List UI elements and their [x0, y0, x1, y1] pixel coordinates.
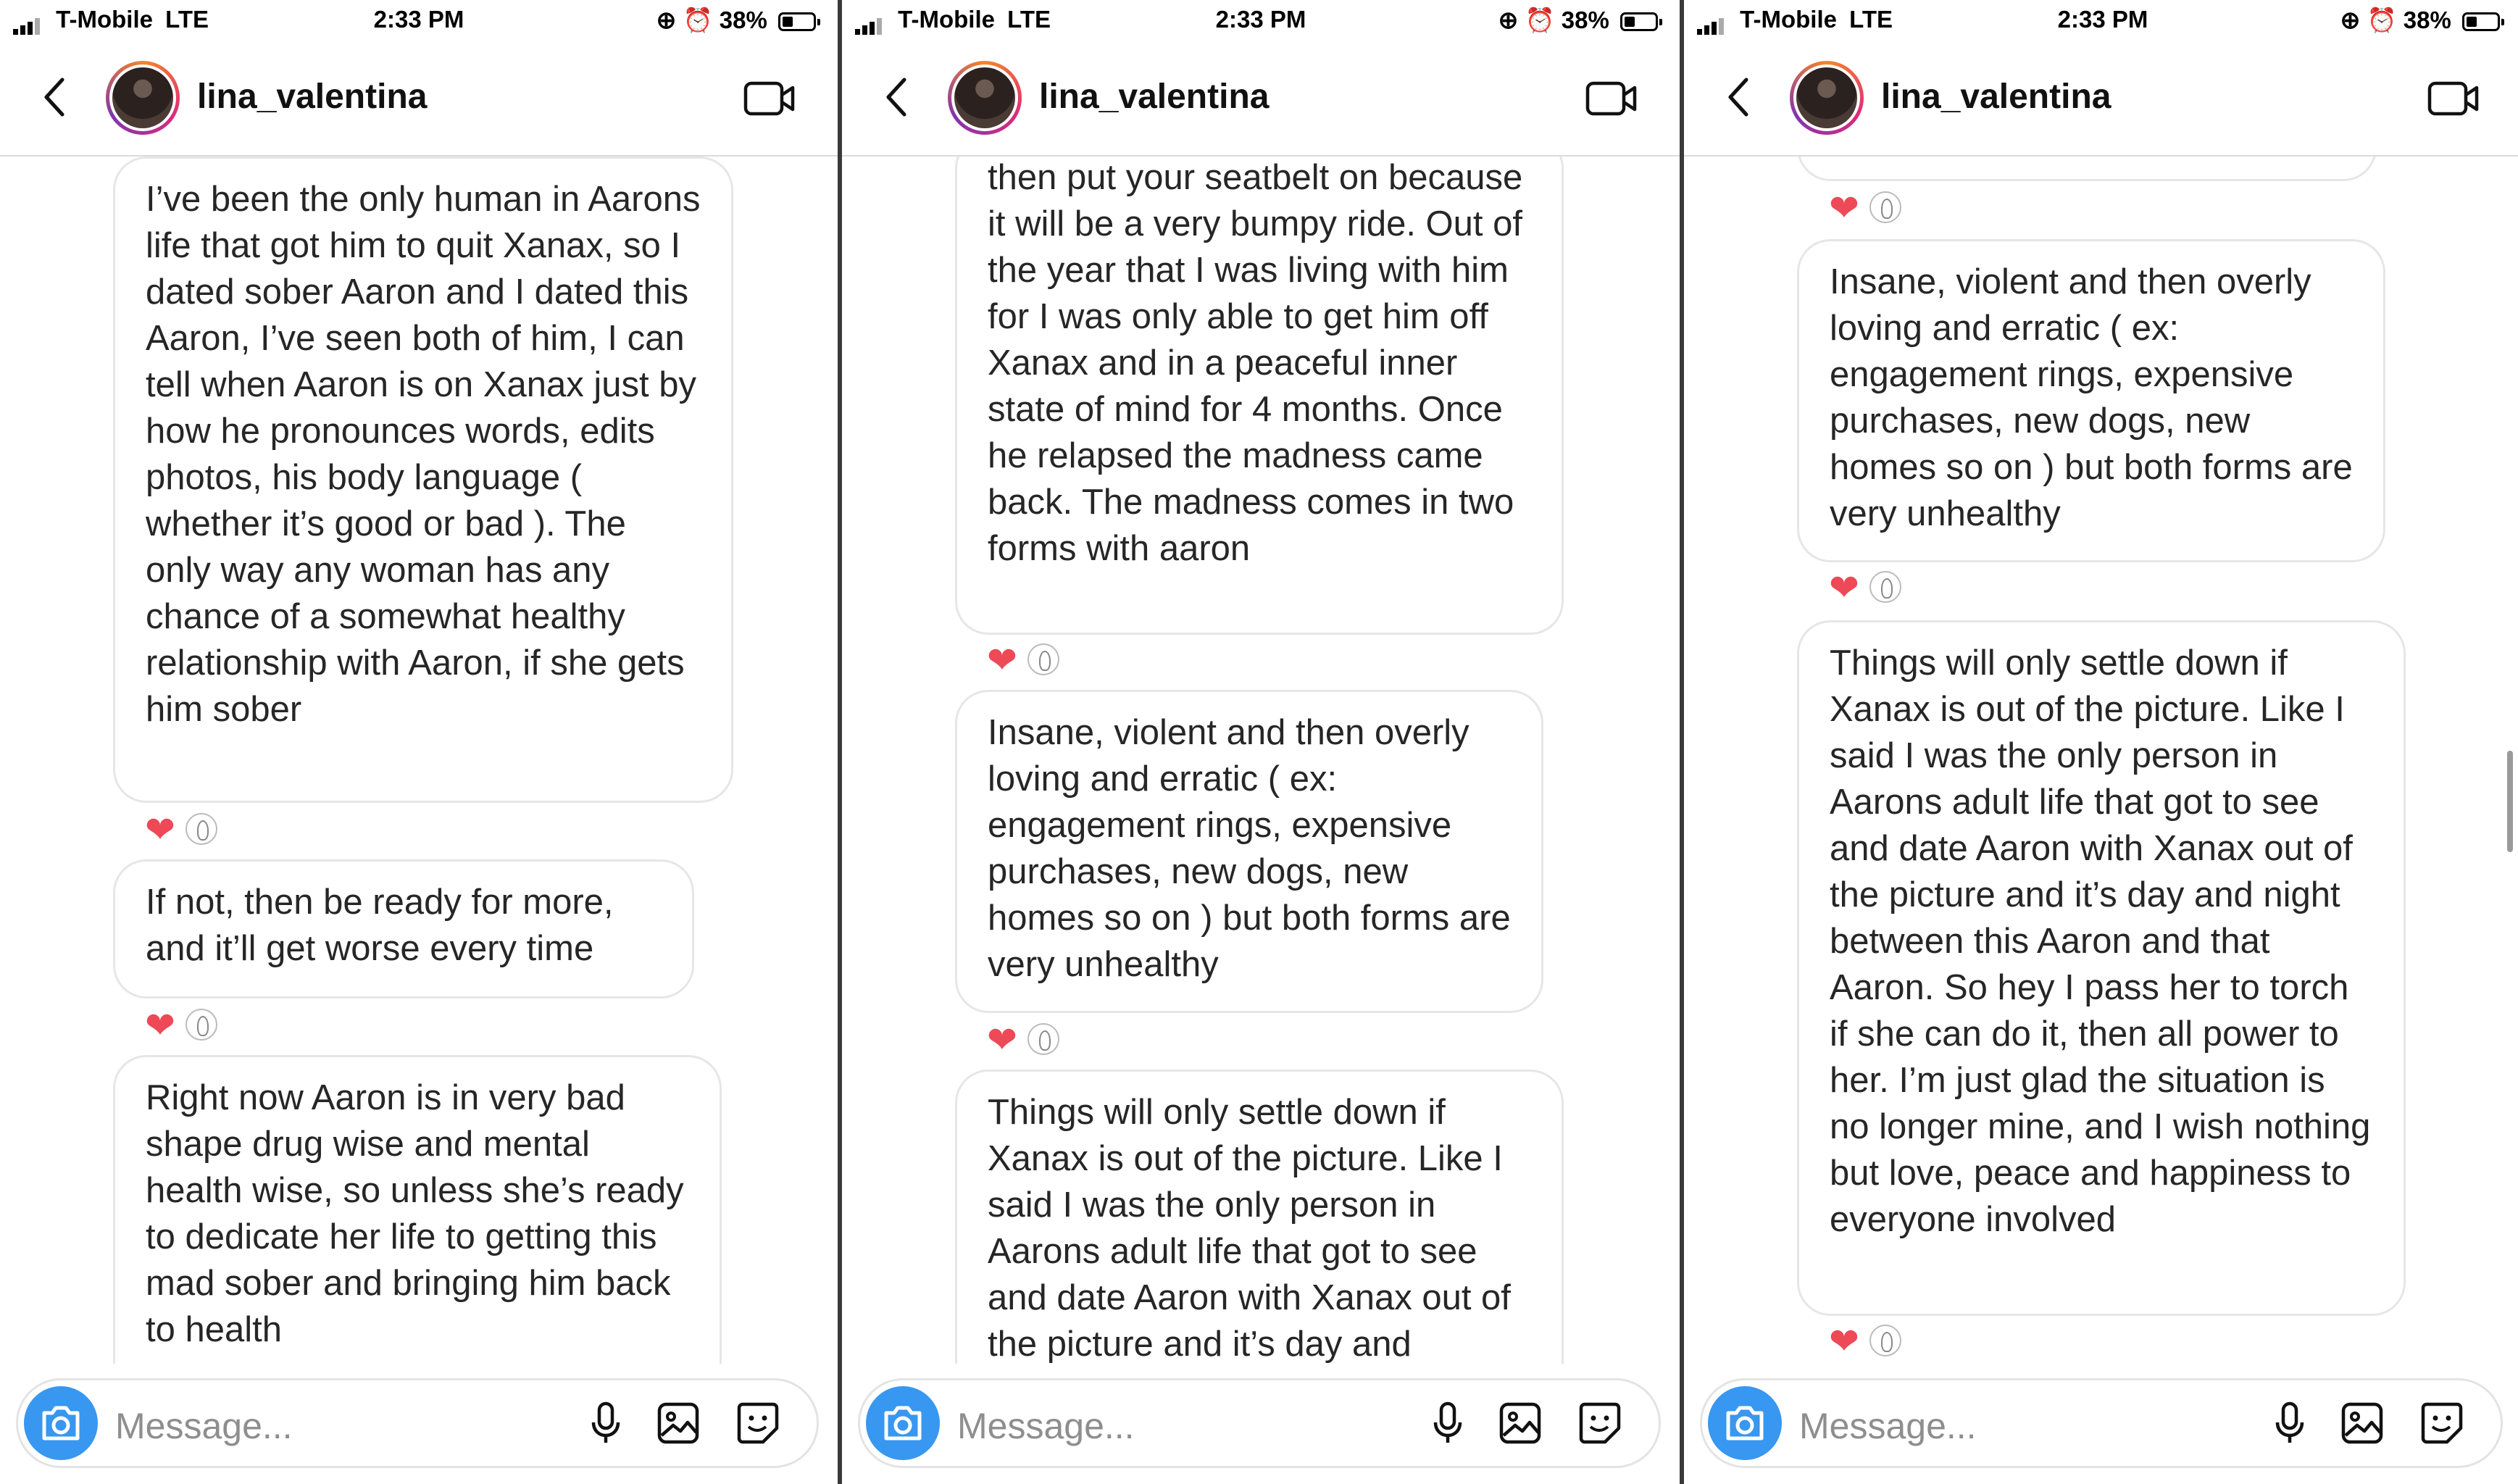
chat-header [1684, 43, 2518, 157]
message-thread[interactable] [0, 157, 838, 1364]
message-thread[interactable] [842, 157, 1680, 1364]
alarm-icon: ⏰ [2367, 7, 2397, 33]
orientation-lock-icon: ⊕ [2340, 7, 2361, 33]
username[interactable]: lina_valentina [197, 78, 428, 116]
carrier-name: T-Mobile [56, 6, 153, 33]
network-type: LTE [1849, 6, 1893, 33]
alarm-icon: ⏰ [683, 7, 713, 33]
message-bubble[interactable]: Insane, violent and then overly loving and erratic ( ex: engagement rings, expensive purchases, new dogs, new homes so on ) but both forms are very unhealthy [1797, 239, 2385, 562]
camera-button[interactable] [1708, 1386, 1782, 1460]
message-input[interactable]: Message... [115, 1406, 293, 1446]
camera-button[interactable] [866, 1386, 940, 1460]
status-right [656, 6, 816, 35]
video-call-icon[interactable] [1585, 80, 1638, 117]
chat-screen-3 [1684, 0, 2518, 1484]
sticker-icon[interactable] [735, 1401, 780, 1446]
reactor-avatar-icon [1869, 1325, 1901, 1356]
sticker-icon[interactable] [2419, 1401, 2464, 1446]
avatar[interactable] [948, 61, 1022, 135]
message-bubble[interactable]: Things will only settle down if Xanax is out of the picture. Like I said I was the only person in Aarons adult life that got to see and date Aaron with Xanax out of the picture and it’s day and [955, 1070, 1564, 1364]
reactor-avatar-icon [185, 813, 217, 845]
message-composer [1700, 1378, 2503, 1468]
reactor-avatar-icon [185, 1009, 217, 1041]
message-input[interactable]: Message... [1799, 1406, 1977, 1446]
battery-percent: 38% [1561, 7, 1609, 33]
message-bubble[interactable]: I’ve been the only human in Aarons life that got him to quit Xanax, so I dated sober Aaron and I dated this Aaron, I’ve seen both of him, I can tell when Aaron is on Xanax just by how he pronounces words, edits photos, his body language ( whether it’s good or bad ). The only way any woman has any chance of a somewhat healthy relationship with Aaron, if she gets him sober [113, 157, 733, 803]
heart-reaction-icon: ❤ [1829, 1321, 1859, 1362]
sticker-icon[interactable] [1577, 1401, 1622, 1446]
reactor-avatar-icon [1027, 1023, 1059, 1055]
avatar[interactable] [106, 61, 180, 135]
message-composer [858, 1378, 1661, 1468]
clock: 2:33 PM [2057, 6, 2148, 33]
microphone-icon[interactable] [1425, 1401, 1470, 1446]
status-bar [1684, 0, 2518, 43]
gallery-icon[interactable] [1498, 1401, 1543, 1446]
heart-reaction-icon: ❤ [145, 809, 175, 850]
battery-percent: 38% [719, 7, 767, 33]
clock: 2:33 PM [373, 6, 464, 33]
network-type: LTE [1007, 6, 1051, 33]
status-right [1498, 6, 1658, 35]
carrier-name: T-Mobile [898, 6, 995, 33]
video-call-icon[interactable] [743, 80, 796, 117]
chat-screen-1 [0, 0, 838, 1484]
message-bubble[interactable]: Things will only settle down if Xanax is out of the picture. Like I said I was the only person in Aarons adult life that got to see and date Aaron with Xanax out of the picture and it’s day and night between this Aaron and that Aaron. So hey I pass her to torch if she can do it, then all power to her. I’m just glad the situation is no longer mine, and I wish nothing but love, peace and happiness to everyone involved [1797, 620, 2406, 1316]
message-bubble-clipped[interactable] [1797, 157, 2377, 181]
message-composer [16, 1378, 819, 1468]
message-input[interactable]: Message... [957, 1406, 1135, 1446]
message-thread[interactable] [1684, 157, 2518, 1364]
battery-icon [778, 12, 816, 31]
microphone-icon[interactable] [2267, 1401, 2312, 1446]
back-arrow-icon[interactable] [883, 75, 909, 119]
back-arrow-icon[interactable] [1725, 75, 1751, 119]
avatar[interactable] [1790, 61, 1864, 135]
username[interactable]: lina_valentina [1881, 78, 2111, 116]
chat-screen-2 [842, 0, 1680, 1484]
camera-icon [1724, 1404, 1766, 1442]
orientation-lock-icon: ⊕ [656, 7, 677, 33]
camera-icon [882, 1404, 924, 1442]
reactor-avatar-icon [1869, 571, 1901, 603]
battery-icon [2462, 12, 2500, 31]
network-type: LTE [165, 6, 209, 33]
chat-header [842, 43, 1680, 157]
status-right [2340, 6, 2500, 35]
alarm-icon: ⏰ [1525, 7, 1555, 33]
camera-button[interactable] [24, 1386, 98, 1460]
back-arrow-icon[interactable] [41, 75, 67, 119]
gallery-icon[interactable] [2340, 1401, 2385, 1446]
heart-reaction-icon: ❤ [1829, 188, 1859, 228]
gallery-icon[interactable] [656, 1401, 701, 1446]
status-bar [842, 0, 1680, 43]
message-bubble[interactable]: then put your seatbelt on because it will be a very bumpy ride. Out of the year that I was living with him for I was only able to get him off Xanax and in a peaceful inner state of mind for 4 months. Once he relapsed the madness came back. The madness comes in two forms with aaron [955, 157, 1564, 635]
message-bubble[interactable]: If not, then be ready for more, and it’ll get worse every time [113, 859, 694, 999]
video-call-icon[interactable] [2427, 80, 2480, 117]
status-bar [0, 0, 838, 43]
heart-reaction-icon: ❤ [987, 640, 1017, 680]
scrollbar-thumb[interactable] [2507, 751, 2513, 852]
orientation-lock-icon: ⊕ [1498, 7, 1519, 33]
battery-icon [1620, 12, 1658, 31]
chat-header [0, 43, 838, 157]
reactor-avatar-icon [1869, 191, 1901, 223]
heart-reaction-icon: ❤ [987, 1020, 1017, 1060]
camera-icon [40, 1404, 82, 1442]
reactor-avatar-icon [1027, 643, 1059, 675]
message-bubble[interactable]: Right now Aaron is in very bad shape drug wise and mental health wise, so unless she’s ready to dedicate her life to getting this mad sober and bringing him back to health [113, 1055, 722, 1364]
battery-percent: 38% [2403, 7, 2451, 33]
heart-reaction-icon: ❤ [1829, 567, 1859, 608]
microphone-icon[interactable] [583, 1401, 628, 1446]
carrier-name: T-Mobile [1740, 6, 1837, 33]
message-bubble[interactable]: Insane, violent and then overly loving and erratic ( ex: engagement rings, expensive purchases, new dogs, new homes so on ) but both forms are very unhealthy [955, 690, 1543, 1013]
heart-reaction-icon: ❤ [145, 1005, 175, 1046]
clock: 2:33 PM [1215, 6, 1306, 33]
username[interactable]: lina_valentina [1039, 78, 1270, 116]
